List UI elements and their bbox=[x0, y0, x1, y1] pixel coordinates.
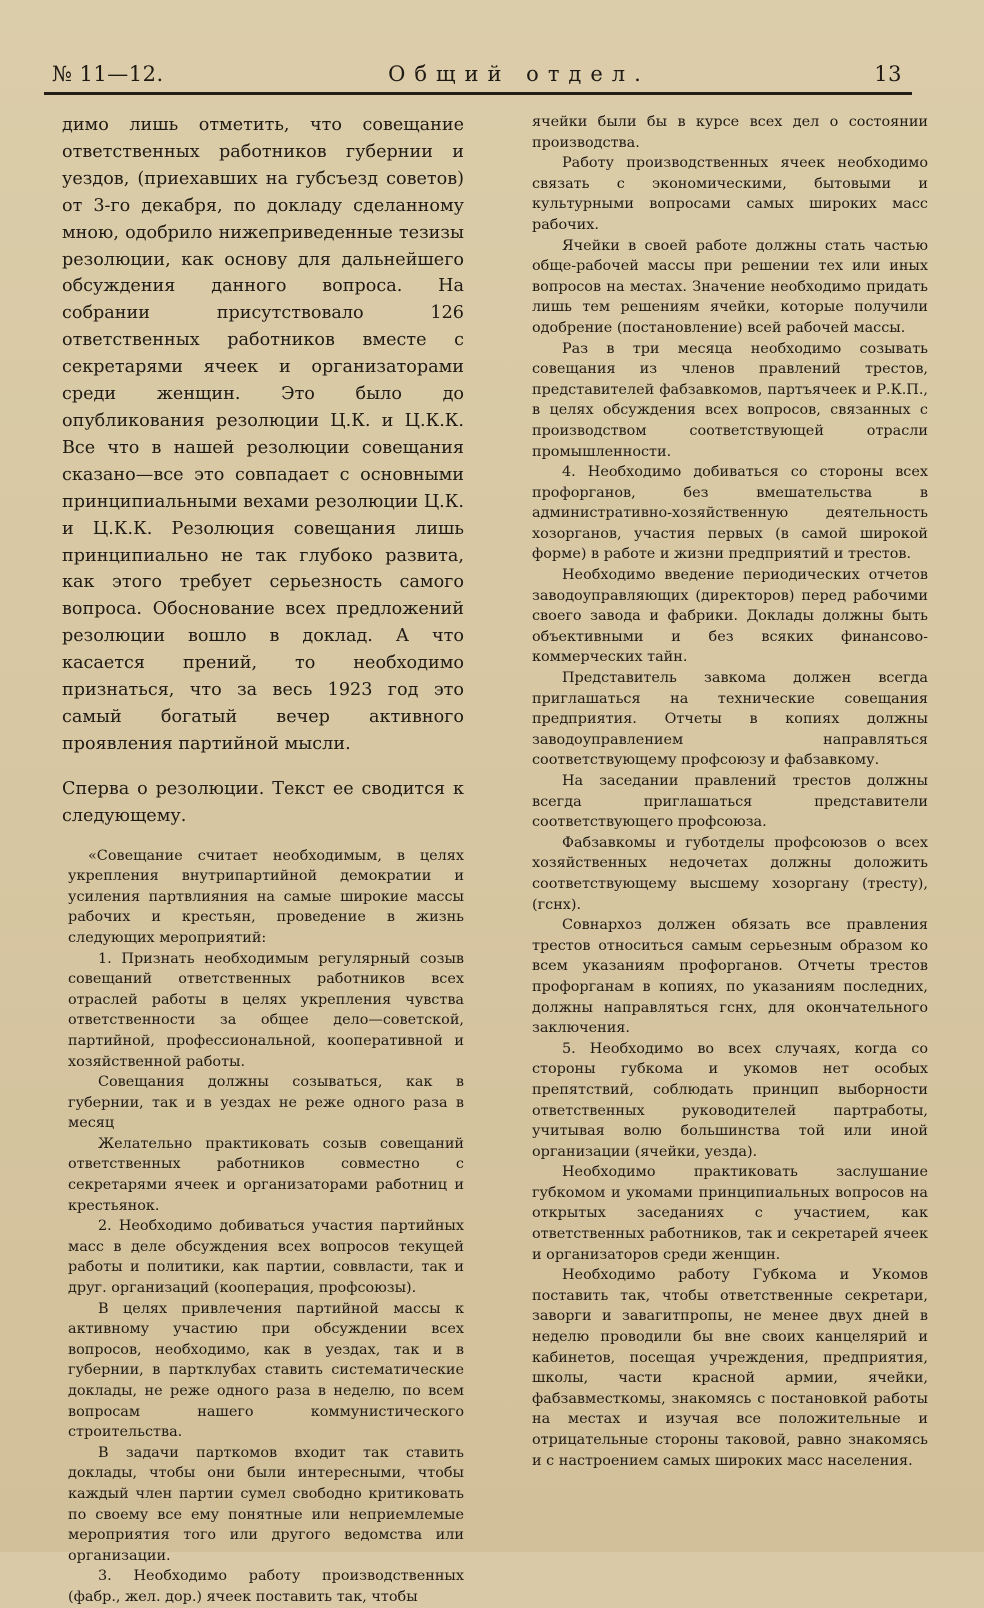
header-rule bbox=[44, 92, 912, 95]
quote-paragraph: «Совещание считает необходимым, в целях укрепления внутрипартийной демократии и усиления партвлияния на самые широкие массы рабочих и крестьян, проведение в жизнь следующих мероприятий: bbox=[68, 847, 464, 946]
quote-paragraph: Желательно практиковать созыв совещаний ответственных работников совместно с секретарями ячеек и организаторами работниц и крестьянок. bbox=[68, 1135, 464, 1214]
body-paragraph: 5. Необходимо во всех случаях, когда со стороны губкома и укомов нет особых препятствий, соблюдать принцип выборности ответственных руководителей партработы, учитывая волю большинства той или иной организации (ячейки, уезда). bbox=[532, 1040, 928, 1160]
body-paragraph: Работу производственных ячеек необходимо связать с экономическими, бытовыми и культурными вопросами самых широких масс рабочих. bbox=[532, 155, 928, 233]
quote-paragraph: 2. Необходимо добиваться участия партийных масс в деле обсуждения всех вопросов текущей работы и политики, как партии, соввласти, так и друг. организаций (кооперация, профсоюзы). bbox=[68, 1218, 464, 1297]
lead-paragraph: Сперва о резолюции. Текст ее сводится к следующему. bbox=[62, 778, 464, 826]
body-paragraph: Раз в три месяца необходимо созывать совещания из членов правлений трестов, представителей фабзавкомов, партъячеек и Р.К.П., в целях обсуждения всех вопросов, связанных с производством соответствующей отрасли промышленности. bbox=[532, 340, 928, 460]
right-column bbox=[532, 112, 928, 1471]
quote-paragraph: В целях привлечения партийной массы к активному участию при обсуждении всех вопросов, необходимо, как в уездах, так и в губернии, в партклубах ставить систематические доклады, не реже одного раза в неделю, по всем вопросам нашего коммунистического строительства. bbox=[68, 1300, 464, 1441]
quote-paragraph: В задачи парткомов входит так ставить доклады, чтобы они были интересными, чтобы каждый член партии сумел свободно критиковать по своему все ему понятные или неприемлемые мероприятия того или другого ведомства или организации. bbox=[68, 1444, 464, 1564]
body-paragraph: Совнархоз должен обязать все правления трестов относиться самым серьезным образом ко всем указаниям профорганов. Отчеты трестов профорганам в копиях, по указаниям последних, должны направляться гснх, для окончательного заключения. bbox=[532, 917, 928, 1037]
body-paragraph: Фабзавкомы и губотделы профсоюзов о всех хозяйственных недочетах должны доложить соответствующему высшему хозоргану (тресту), (гснх). bbox=[532, 834, 928, 913]
continuation-paragraph: ячейки были бы в курсе всех дел о состоянии производства. bbox=[532, 114, 928, 151]
body-paragraph: Необходимо практиковать заслушание губкомом и укомами принципиальных вопросов на открытых заседаниях с участием, как ответственных работников, так и секретарей ячеек и организаторов среди женщин. bbox=[532, 1164, 928, 1263]
left-column bbox=[62, 112, 464, 1608]
quote-paragraph: 1. Признать необходимым регулярный созыв совещаний ответственных работников всех отраслей работы в целях укрепления чувства ответственности за общее дело—советской, партийной, профессиональной, кооперативной и хозяйственной работы. bbox=[68, 950, 464, 1070]
page-header bbox=[52, 52, 902, 86]
quote-paragraph: 3. Необходимо работу производственных (фабр., жел. дор.) ячеек поставить так, чтобы bbox=[68, 1568, 464, 1605]
section-title: Общий отдел. bbox=[388, 62, 650, 86]
page-number: 13 bbox=[874, 62, 902, 86]
resolution-quote bbox=[62, 846, 464, 1608]
issue-number: № 11—12. bbox=[52, 62, 164, 86]
body-paragraph: Представитель завкома должен всегда приглашаться на технические совещания предприятия. Отчеты в копиях должны заводоуправлением направляться соответствующему профсоюзу и фабзавкому. bbox=[532, 670, 928, 769]
quote-paragraph: Совещания должны созываться, как в губернии, так и в уездах не реже одного раза в месяц bbox=[68, 1074, 464, 1132]
body-paragraph: Ячейки в своей работе должны стать частью обще-рабочей массы при решении тех или иных вопросов на местах. Значение необходимо придать лишь тем решениям ячейки, которые получили одобрение (постановление) всей рабочей массы. bbox=[532, 237, 928, 336]
body-paragraph: Необходимо введение периодических отчетов заводоуправляющих (директоров) перед рабочими своего завода и фабрики. Доклады должны быть объективными и без всяких финансово-коммерческих тайн. bbox=[532, 567, 928, 666]
body-paragraph: 4. Необходимо добиваться со стороны всех профорганов, без вмешательства в административно-хозяйственную деятельность хозорганов, участия первых (в самой широкой форме) в работе и жизни предприятий и трестов. bbox=[532, 464, 928, 563]
body-paragraph: На заседании правлений трестов должны всегда приглашаться представители соответствующего профсоюза. bbox=[532, 773, 928, 831]
continuation-paragraph: димо лишь отметить, что совещание ответственных работников губернии и уездов, (приехавших на губсъезд советов) от 3-го декабря, по докладу сделанному мною, одобрило нижеприведенные тезизы резолюции, как основу для дальнейшего обсуждения данного вопроса. На собрании присутствовало 126 ответственных работников вместе с секретарями ячеек и организаторами среди женщин. Это было до опубликования резолюции Ц.К. и Ц.К.К. Все что в нашей резолюции совещания сказано—все это совпадает с основными принципиальными вехами резолюции Ц.К. и Ц.К.К. Резолюция совещания лишь принципиально не так глубоко развита, как этого требует серьезность самого вопроса. Обоснование всех предложений резолюции вошло в доклад. А что касается прений, то необходимо признаться, что за весь 1923 год это самый богатый вечер активного проявления партийной мысли. bbox=[62, 115, 464, 754]
body-paragraph: Необходимо работу Губкома и Укомов поставить так, чтобы ответственные секретари, заворги и завагитпропы, не менее двух дней в неделю проводили бы вне своих канцелярий и кабинетов, посещая учреждения, предприятия, школы, части красной армии, ячейки, фабзавместкомы, знакомясь с постановкой работы на местах и изучая все положительные и отрицательные стороны таковой, равно знакомясь и с настроением самых широких масс населения. bbox=[532, 1267, 928, 1469]
